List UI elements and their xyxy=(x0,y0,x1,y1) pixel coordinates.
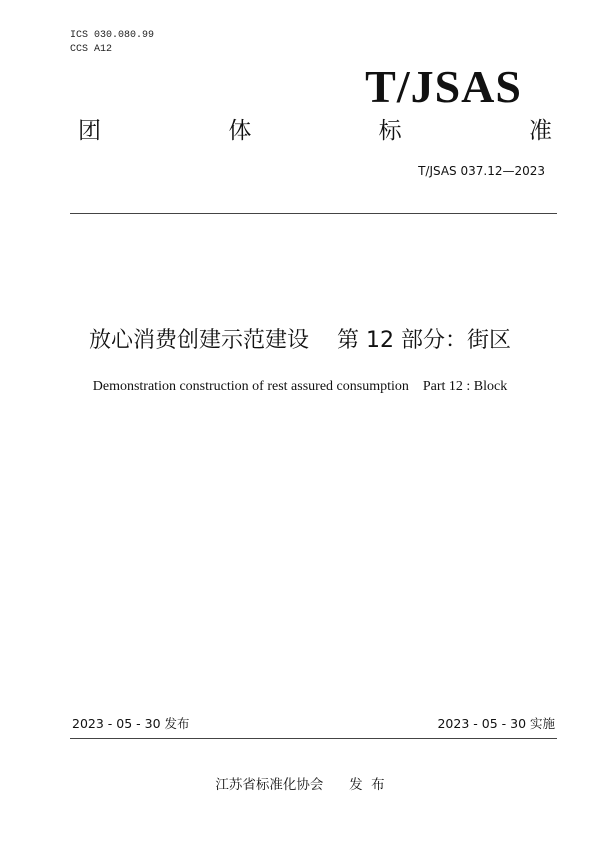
issuer: 江苏省标准化协会 发 布 xyxy=(215,777,385,793)
implement-date: 2023 - 05 - 30 实施 xyxy=(437,716,555,731)
footer-divider xyxy=(70,738,557,739)
document-title-english: Demonstration construction of rest assured consumption Part 12 : Block xyxy=(92,379,508,394)
heading-char-3: 标 xyxy=(378,118,402,144)
header-divider xyxy=(70,213,557,214)
standard-logo: T/JSAS xyxy=(365,61,522,112)
heading-char-2: 体 xyxy=(228,118,252,144)
ics-code: ICS 030.080.99 xyxy=(70,30,155,41)
heading-char-1: 团 xyxy=(78,118,101,144)
publish-date: 2023 - 05 - 30 发布 xyxy=(72,716,190,731)
heading-char-4: 准 xyxy=(528,118,552,144)
group-standard-heading xyxy=(78,116,552,146)
ccs-code: CCS A12 xyxy=(70,44,113,55)
standard-number: T/JSAS 037.12—2023 xyxy=(418,164,545,178)
document-title-chinese: 放心消费创建示范建设 第 12 部分：街区 xyxy=(89,328,511,353)
